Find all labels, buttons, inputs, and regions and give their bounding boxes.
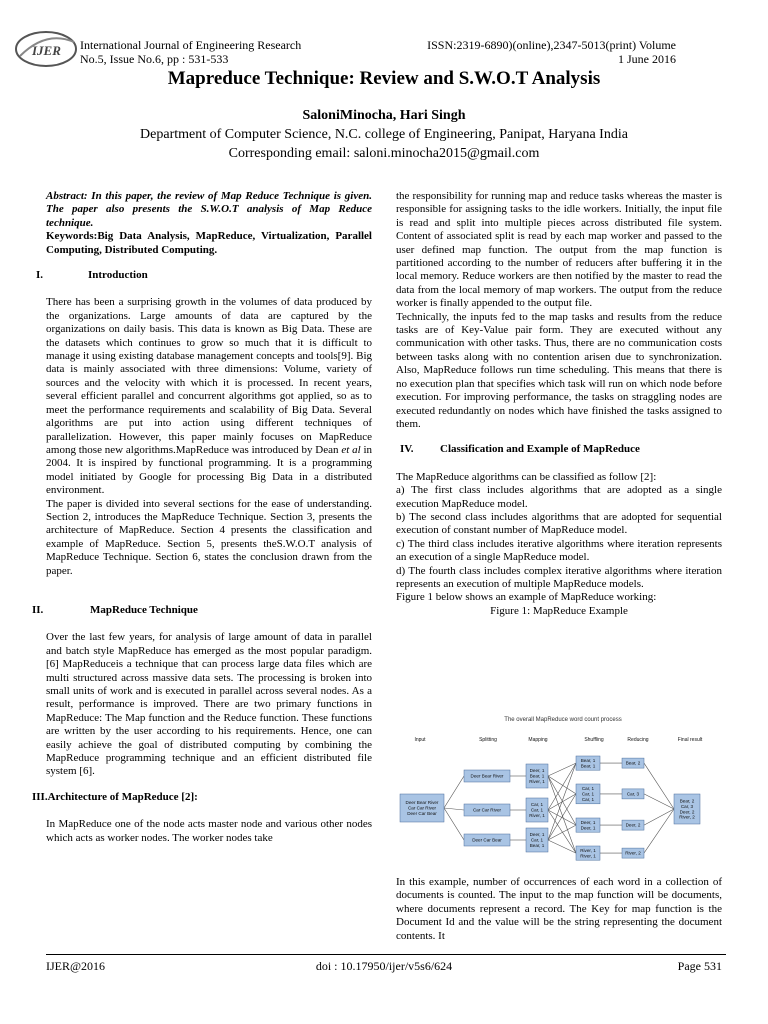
split-box-text: Car Car River xyxy=(472,807,502,813)
shuffle-box-text: Deer, 1 xyxy=(580,820,596,825)
affiliation: Department of Computer Science, N.C. college of Engineering, Panipat, Haryana India xyxy=(140,127,628,142)
shuffle-box xyxy=(576,784,600,804)
split-box xyxy=(464,804,510,816)
footer-left: IJER@2016 xyxy=(46,959,106,973)
shuffle-box-text: Bear, 1 xyxy=(580,758,596,763)
class-b: b) The second class includes algorithms that are adopted for sequential execution of constant number of MapReduce model. xyxy=(396,510,722,537)
paper-authors: SaloniMinocha, Hari Singh xyxy=(302,108,466,123)
input-box-text: Deer Car Bear xyxy=(407,811,437,816)
final-result-box xyxy=(674,794,700,824)
section-4-heading xyxy=(396,443,722,456)
example-paragraph: In this example, number of occurrences of each word in a collection of documents is counted. The input to the map function will be documents, where documents represent a record. The Key for map function is the Document Id and the value will be the string representing the document contents. It xyxy=(396,876,722,942)
input-box xyxy=(400,794,444,822)
stage-label: Input xyxy=(414,737,426,743)
class-c: c) The third class includes iterative algorithms where iteration represents an execution of a single MapReduce model. xyxy=(396,537,722,564)
map-box-text: River, 1 xyxy=(529,779,545,784)
reduce-box xyxy=(622,848,644,858)
shuffle-box-text: River, 1 xyxy=(580,853,596,859)
section-4-title: Classification and Example of MapReduce xyxy=(440,443,640,456)
reduce-box-text: Car, 3 xyxy=(626,791,640,797)
section-1-heading xyxy=(36,269,372,282)
stage-label: Reducing xyxy=(627,737,649,743)
map-box xyxy=(526,798,548,822)
shuffle-box xyxy=(576,846,600,860)
shuffle-box-text: Car, 1 xyxy=(581,796,595,802)
split-box xyxy=(464,834,510,846)
section-4-number: IV. xyxy=(400,443,414,456)
map-box-text: River, 1 xyxy=(529,813,545,818)
journal-logo xyxy=(12,28,80,70)
figure-title: The overall MapReduce word count process xyxy=(504,717,622,723)
footer-doi: doi : 10.17950/ijer/v5s6/624 xyxy=(315,959,453,973)
map-box xyxy=(526,764,548,788)
reduce-box xyxy=(622,820,644,830)
split-box-text: Deer Car Bear xyxy=(472,837,502,843)
map-box-text: Bear, 1 xyxy=(529,773,545,779)
corresponding-email: Corresponding email: saloni.minocha2015@gmail.com xyxy=(228,146,540,161)
section-1-title: Introduction xyxy=(88,269,148,282)
map-box-text: Deer, 1 xyxy=(529,768,545,774)
section-3-heading: III.Architecture of MapReduce [2]: xyxy=(32,790,198,803)
shuffle-box-text: Deer, 1 xyxy=(580,825,596,831)
logo-text: IJER xyxy=(32,43,61,58)
map-box-text: Car, 1 xyxy=(530,837,544,843)
mapreduce-figure xyxy=(398,712,728,872)
shuffle-box-text: Car, 1 xyxy=(581,791,595,797)
map-box-text: Car, 1 xyxy=(530,807,544,813)
mapreduce-paragraph: Over the last few years, for analysis of large amount of data in parallel and batch style MapReduce has emerged as the most popular paradigm. [6] MapReduceis a technique that can process large data files which are multi structured across massive data sets. The processing is broken into small units of work and is executed in parallel across several nodes. As a result, performance is improved. There are two primary functions in MapReduce: The Map function and the Reduce function. These functions are written by the user according to his requirements. Hence, one can easily achieve the goal of distributed computing by combining the MapReduce programming technique and an efficient distributed file system [6]. xyxy=(46,631,372,778)
right-column xyxy=(396,190,722,618)
split-box xyxy=(464,770,510,782)
reduce-box-text: Bear, 2 xyxy=(625,760,641,766)
split-box-text: Deer Bear River xyxy=(470,773,504,779)
footer-page: Page 531 xyxy=(677,959,722,973)
class-a: a) The first class includes algorithms that are adopted as a single execution MapReduce model. xyxy=(396,484,722,510)
section-2-number: II. xyxy=(32,603,44,616)
final-result-box-text: Deer, 2 xyxy=(679,809,695,815)
journal-issue: No.5, Issue No.6, pp : 531-533 xyxy=(80,52,229,66)
stage-label: Splitting xyxy=(479,737,497,743)
stage-label: Final result xyxy=(677,737,703,743)
footer-rule xyxy=(46,954,726,955)
class-d: d) The fourth class includes complex iterative algorithms where iteration represents an execution of multiple MapReduce models. xyxy=(396,564,722,590)
shuffle-box-text: River, 1 xyxy=(580,848,596,853)
final-result-box-text: River, 2 xyxy=(679,814,695,820)
map-box-text: Bear, 1 xyxy=(529,843,545,848)
left-column xyxy=(32,190,372,845)
reduce-box-text: Deer, 2 xyxy=(625,822,641,828)
journal-name: International Journal of Engineering Research xyxy=(80,38,302,52)
shuffle-box-text: Car, 1 xyxy=(581,786,595,792)
input-box-text: Deer Bear River xyxy=(405,800,439,806)
keywords: Keywords:Big Data Analysis, MapReduce, Virtualization, Parallel Computing, Distributed Computing. xyxy=(46,230,372,256)
final-result-box-text: Bear, 2 xyxy=(679,798,695,804)
shuffle-box-text: Bear, 1 xyxy=(580,763,596,769)
shuffle-box xyxy=(576,818,600,832)
shuffle-box xyxy=(576,756,600,770)
architecture-paragraph-2: the responsibility for running map and reduce tasks whereas the master is responsible for assigning tasks to the idle workers. Initially, the input file is read and split into multiple pieces across distributed file system. Content of associated split is read by each map worker and passed to the user defined map function. The output from the map function is partitioned according to the number of reducers after buffering it in the local memory. Reduce workers are then notified by the master to read the data from the local memory of map workers. The output from the reduce worker is finally appended to the output file. xyxy=(396,190,722,310)
architecture-paragraph-3: Technically, the inputs fed to the map tasks and results from the reduce tasks are of Key-Value pair form. They are executed without any communication with other tasks. Thus, there are no communication costs between tasks along with no contention arisen due to synchronization. Also, MapReduce follows run time scheduling. This means that there is no execution plan that specifies which task will run on which node before execution. For improving performance, the tasks on straggling nodes are executed redundantly on nodes which have finished the tasks assigned to them. xyxy=(396,310,722,430)
reduce-box-text: River, 2 xyxy=(625,850,641,856)
map-box-text: Deer, 1 xyxy=(529,832,545,838)
map-box-text: Car, 1 xyxy=(530,802,544,808)
intro-paragraph-2: The paper is divided into several sections for the ease of understanding. Section 2, introduces the MapReduce Technique. Section 3, presents the architecture of MapReduce. Section 4 presents the classification and example of MapReduce. Section 5, presents theS.W.O.T analysis of MapReduce Technique. Section 6, states the conclusion drawn from the paper. xyxy=(46,497,372,577)
map-box xyxy=(526,828,548,852)
section-2-heading xyxy=(32,603,372,617)
issn: ISSN:2319-6890)(online),2347-5013(print) Volume xyxy=(427,38,676,52)
reduce-box xyxy=(622,758,644,768)
section-1-number: I. xyxy=(36,269,44,282)
intro-paragraph-1: There has been a surprising growth in the volumes of data produced by the organizations. Large amounts of data are captured by the organizations on daily basis. This data is known as Big Data. These are the datasets which continues to grow so much that it is difficult to manage it using existing database management concepts and tools[9]. Big data is mainly associated with three dimensions: Volume, variety of sources and the velocity with which it is processed. In recent years, several efficient parallel and concurrent algorithms got applied, so as to meet the performance requirements and scalability of Big Data. Several algorithms are put into action using different techniques of parallelization. However, this paper mainly focuses on MapReduce among those new algorithms.MapReduce was introduced by Dean et al in 2004. It is inspired by functional programming. It is a programming model initiated by Google for processing Big Data in a distributed environment. xyxy=(46,296,372,497)
final-result-box-text: Car, 3 xyxy=(680,803,694,809)
issue-date: 1 June 2016 xyxy=(618,52,676,66)
reduce-box xyxy=(622,789,644,799)
input-box-text: Car Car River xyxy=(407,805,437,811)
section-2-title: MapReduce Technique xyxy=(90,603,198,616)
figure-caption: Figure 1: MapReduce Example xyxy=(490,604,628,617)
stage-label: Mapping xyxy=(528,737,548,743)
classification-intro: The MapReduce algorithms can be classified as follow [2]: xyxy=(396,470,657,483)
architecture-paragraph-1: In MapReduce one of the node acts master node and various other nodes which acts as worker nodes. The worker nodes take xyxy=(46,818,372,844)
stage-label: Shuffling xyxy=(584,737,604,743)
paper-title: Mapreduce Technique: Review and S.W.O.T Analysis xyxy=(167,68,601,89)
abstract: Abstract: In this paper, the review of Map Reduce Technique is given. The paper also presents the S.W.O.T analysis of Map Reduce technique. xyxy=(46,190,372,229)
figure-intro: Figure 1 below shows an example of MapReduce working: xyxy=(396,591,657,604)
